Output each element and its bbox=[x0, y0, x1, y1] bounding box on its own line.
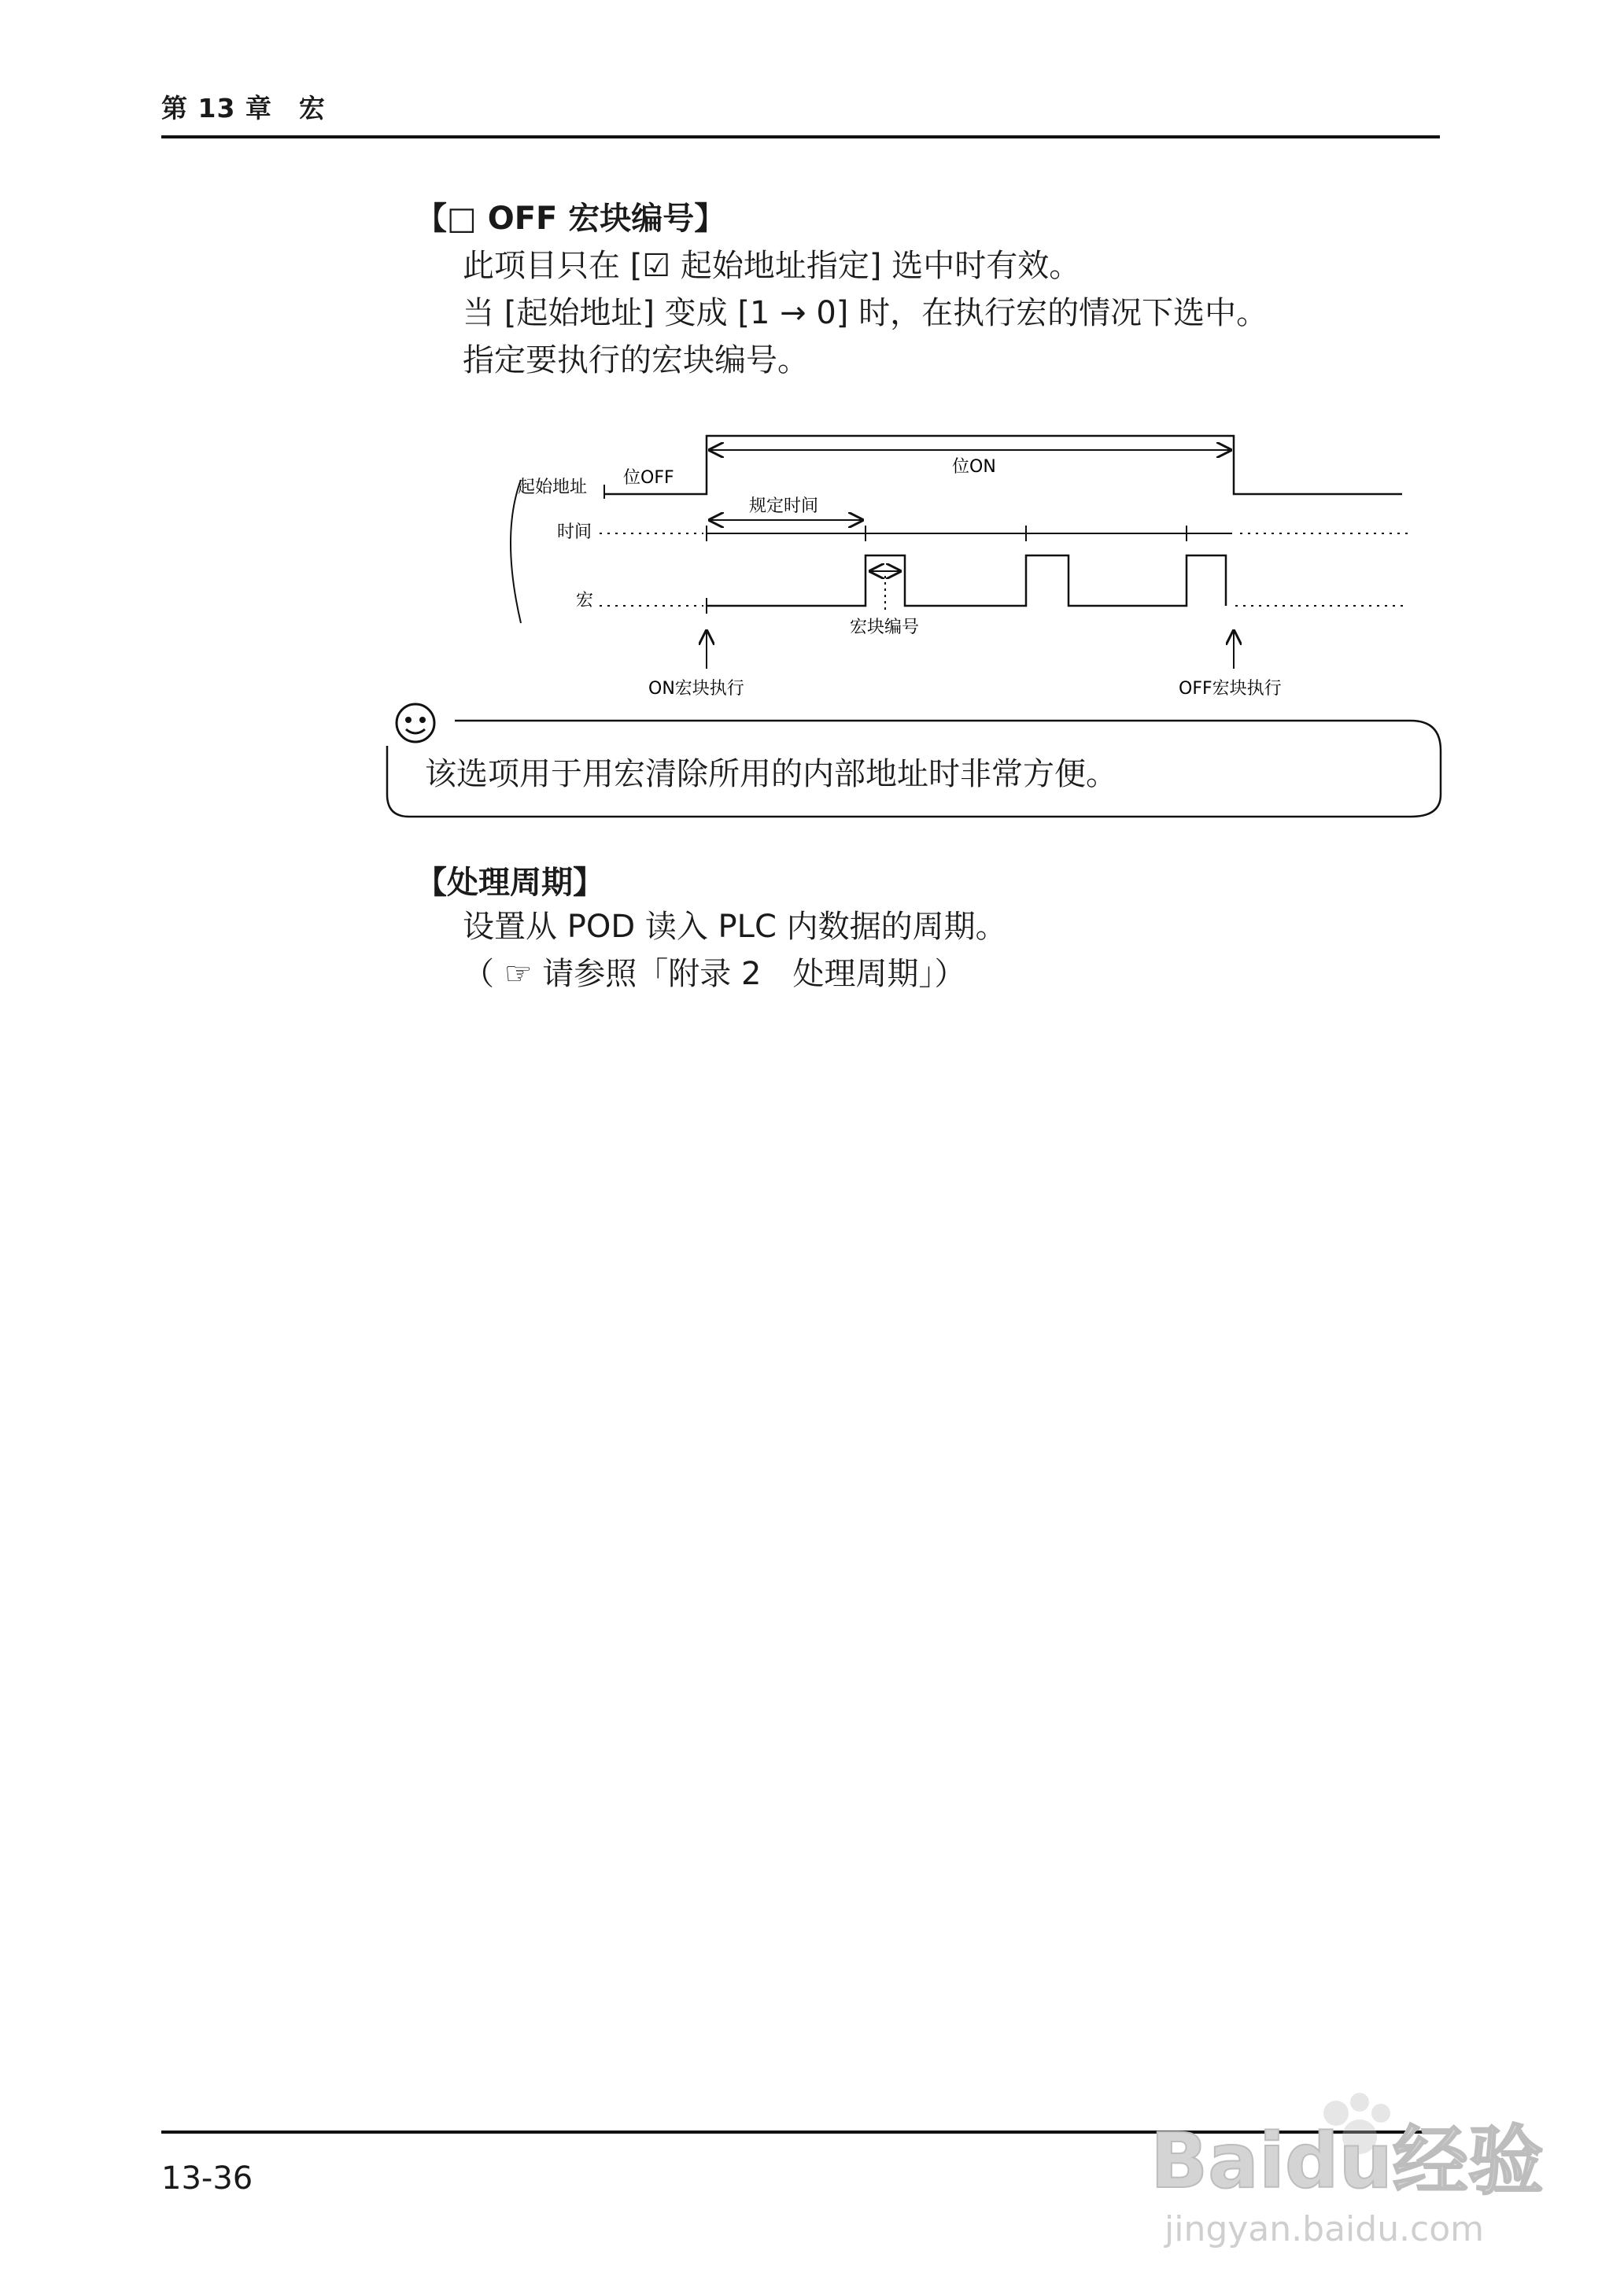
timing-diagram bbox=[504, 417, 1416, 716]
set-time-label: 规定时间 bbox=[749, 496, 819, 516]
block-no-label: 宏块编号 bbox=[850, 618, 920, 637]
body-line-3: 指定要执行的宏块编号。 bbox=[463, 342, 809, 378]
start-address-signal bbox=[604, 436, 1402, 494]
section-title-off-block: 【□ OFF 宏块编号】 bbox=[415, 201, 726, 237]
baidu-watermark bbox=[1133, 2085, 1550, 2250]
macro-pulse-signal bbox=[707, 555, 1226, 606]
bit-on-label: 位ON bbox=[952, 457, 996, 477]
running-head: 第 13 章 宏 bbox=[161, 93, 326, 124]
row-label-macro: 宏 bbox=[576, 591, 594, 611]
header-rule bbox=[161, 135, 1440, 138]
row-label-start-address: 起始地址 bbox=[518, 478, 588, 497]
page-number: 13-36 bbox=[161, 2160, 253, 2197]
smiley-icon bbox=[392, 699, 439, 747]
reference-link-appendix-2[interactable]: （ ☞ 请参照「附录 2 处理周期」） bbox=[463, 956, 966, 992]
on-exec-label: ON宏块执行 bbox=[648, 679, 744, 699]
body-line-4: 设置从 POD 读入 PLC 内数据的周期。 bbox=[463, 909, 1007, 945]
bit-off-label: 位OFF bbox=[623, 468, 674, 488]
body-line-1: 此项目只在 [☑ 起始地址指定] 选中时有效。 bbox=[463, 248, 1081, 284]
section-title-processing-cycle: 【处理周期】 bbox=[415, 865, 604, 901]
row-bracket bbox=[511, 480, 521, 623]
body-line-2: 当 [起始地址] 变成 [1 → 0] 时，在执行宏的情况下选中。 bbox=[463, 295, 1268, 331]
note-text: 该选项用于用宏清除所用的内部地址时非常方便。 bbox=[425, 756, 1117, 792]
off-exec-label: OFF宏块执行 bbox=[1179, 679, 1282, 699]
watermark-url: jingyan.baidu.com bbox=[1164, 2209, 1485, 2249]
row-label-time: 时间 bbox=[557, 522, 592, 542]
watermark-brand: Baidu经验 bbox=[1150, 2117, 1544, 2205]
